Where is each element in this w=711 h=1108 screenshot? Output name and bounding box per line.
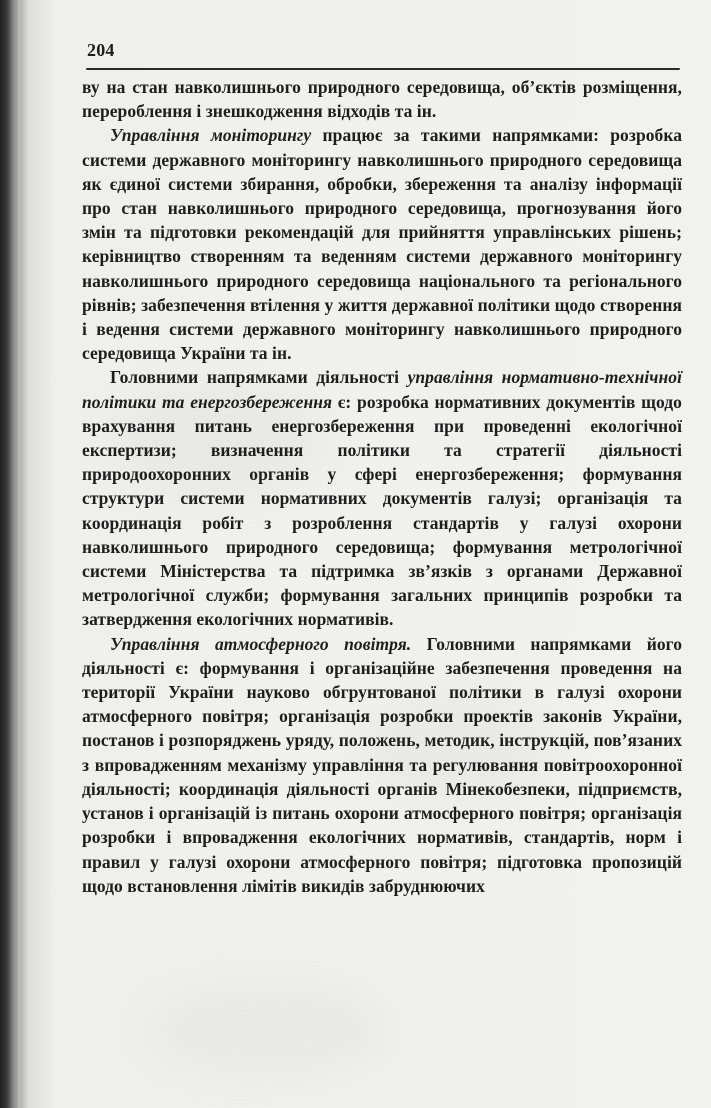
paragraph-text: працює за такими напрямками: розробка системи державного моніторингу навколишнього природного середовища як єдиної системи збирання, обробки, збереження та аналізу інформації про стан навколишнього природного середовища, прогнозування його змін та підготовки рекомендацій для прийняття управлінських рішень; керівництво створенням та веденням системи державного моніторингу навколишнього природного середовища національного та регіонального рівнів; забезпечення втілення у життя державної політики щодо створення і ведення системи державного моніторингу навколишнього природного середовища України та ін. <box>82 125 682 364</box>
paragraph-waste-continuation <box>82 75 682 123</box>
header-rule <box>86 68 680 70</box>
binding-shadow <box>18 0 20 1108</box>
paragraph-text: ву на стан навколишнього природного середовища, об’єктів розміщення, перероблення і знешкодження відходів та ін. <box>82 77 682 122</box>
page-number: 204 <box>87 40 115 60</box>
paragraph-lead: Головними напрямками діяльності <box>110 367 408 388</box>
department-title: управління нормативно-технічної політики та енергозбереження <box>82 367 682 412</box>
page-text <box>82 75 682 1075</box>
paragraph-atmospheric-air-department <box>82 632 682 898</box>
department-title: Управління моніторингу <box>110 125 312 146</box>
paragraph-monitoring-department <box>82 123 682 365</box>
paragraph-text: Головними напрямками його діяльності є: формування і організаційне забезпечення проведення на території України науково обгрунтованої політики в галузі охорони атмосферного повітря; організація розробки проектів законів України, постанов і розпоряджень уряду, положень, методик, інструкцій, пов’язаних з впровадженням механізму управління та регулювання повітроохоронної діяльності; координація діяльності органів Мінекобезпеки, підприємств, установ і організацій із питань охорони атмосферного повітря; організація розробки і впровадження екологічних нормативів, стандартів, норм і правил у галузі охорони атмосферного повітря; підготовка пропозицій щодо встановлення лімітів викидів забруднюючих <box>82 633 683 896</box>
paragraph-text: є: розробка нормативних документів щодо врахування питань енергозбереження при проведенні екологічної експертизи; визначення політики та стратегії діяльності природоохоронних органів у сфері енергозбереження; формування структури системи нормативних документів галузі; організація та координація робіт з розроблення стандартів у галузі охорони навколишнього природного середовища; формування метрологічної системи Міністерства та підтримка зв’язків з органами Державної метрологічної служби; формування загальних принципів розробки та затвердження екологічних нормативів. <box>82 391 682 630</box>
department-title: Управління атмосферного повітря. <box>110 633 412 654</box>
paragraph-normative-technical-policy <box>82 365 682 631</box>
